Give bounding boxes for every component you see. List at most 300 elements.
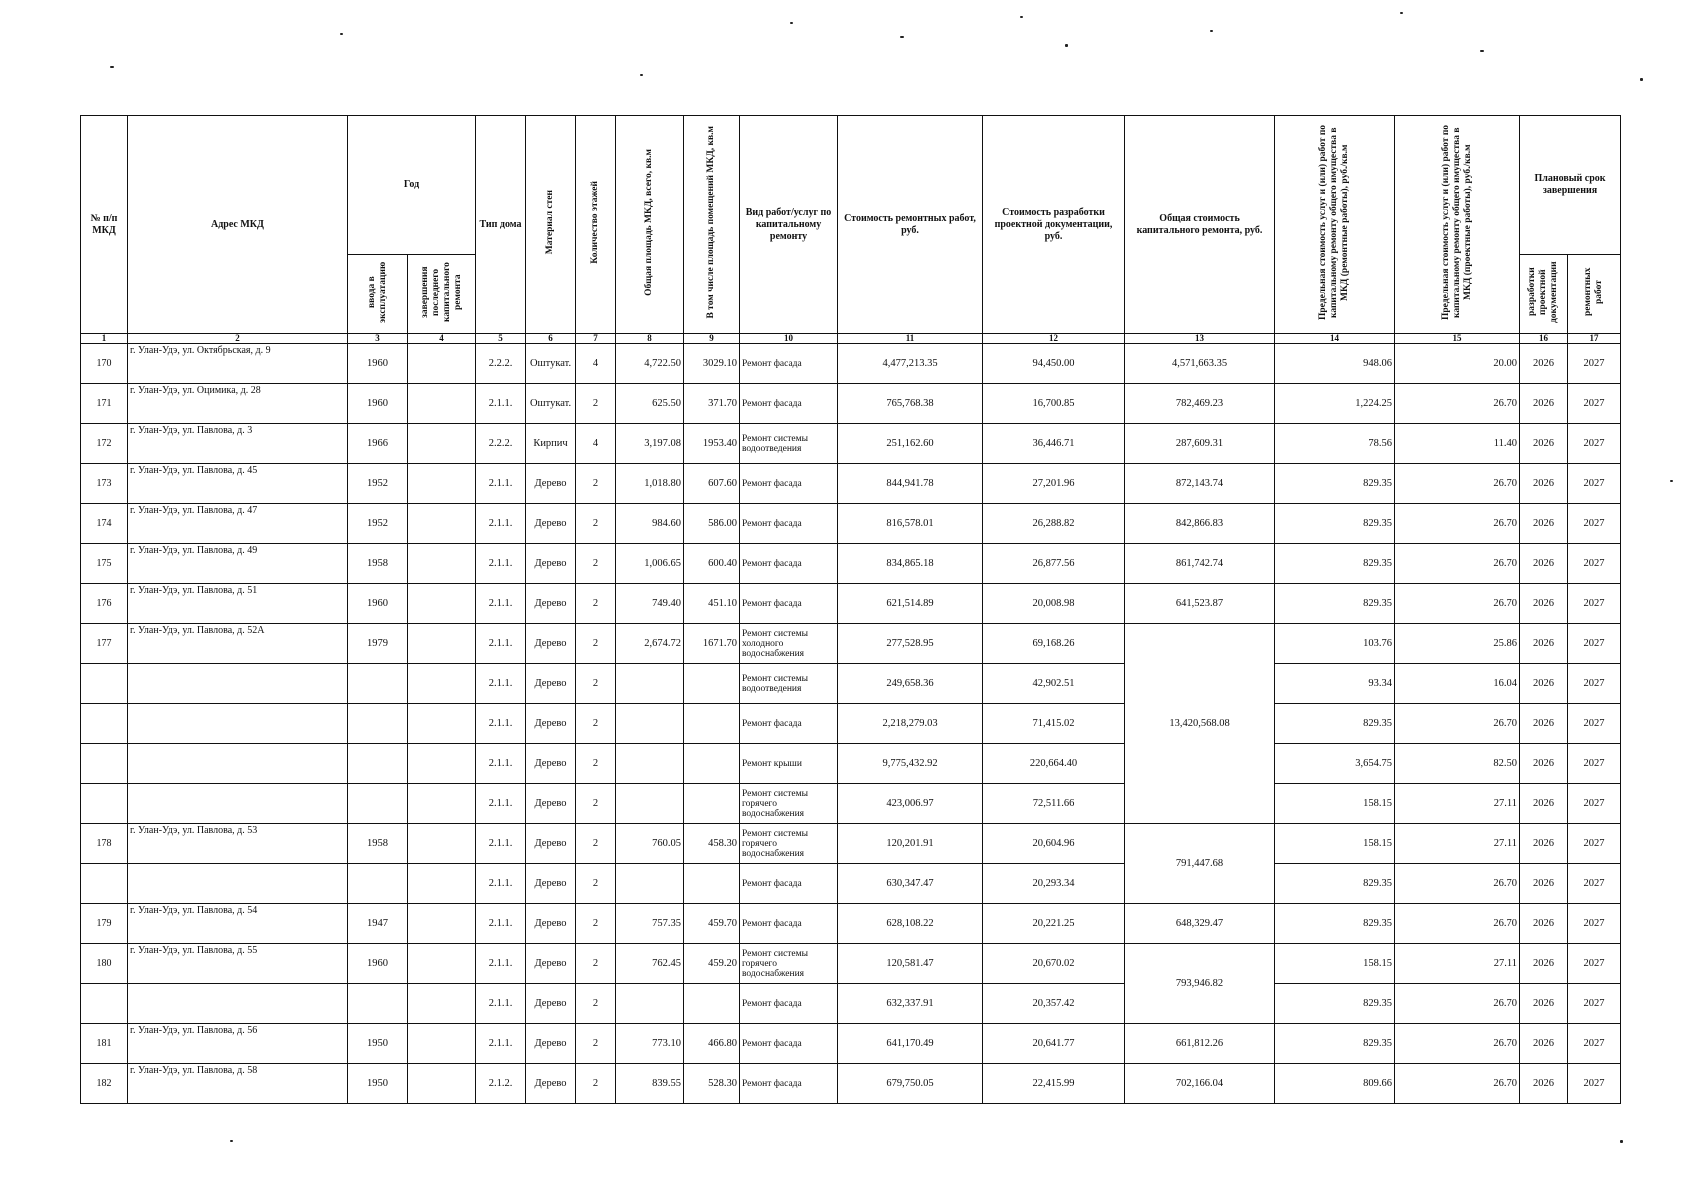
cell-premises-area [684,864,740,904]
cell-house-type: 2.1.1. [476,384,526,424]
cell-wall-material: Дерево [526,504,576,544]
cell-limit-design: 26.70 [1395,544,1520,584]
header-design-cost: Стоимость разработки проектной документации, руб. [983,116,1125,334]
cell-commissioning-year: 1958 [348,824,408,864]
table-row [81,584,1621,624]
cell-work-type: Ремонт фасада [740,584,838,624]
cell-repair-cost: 679,750.05 [838,1064,983,1104]
cell-total-cost: 702,166.04 [1125,1064,1275,1104]
cell-limit-repair: 103.76 [1275,624,1395,664]
header-wall-material: Материал стен [526,116,576,334]
cell-repair-cost: 621,514.89 [838,584,983,624]
cell-limit-design: 26.70 [1395,1024,1520,1064]
cell-house-type: 2.1.1. [476,824,526,864]
cell-floors: 2 [576,1024,616,1064]
cell-work-type: Ремонт системы горячего водоснабжения [740,784,838,824]
cell-premises-area: 451.10 [684,584,740,624]
cell-row-number [81,784,128,824]
header-term-repair: ремонтных работ [1568,255,1621,334]
column-number: 15 [1395,334,1520,344]
cell-term-repair: 2027 [1568,464,1621,504]
cell-last-repair-year [408,664,476,704]
cell-work-type: Ремонт фасада [740,1064,838,1104]
cell-total-area: 4,722.50 [616,344,684,384]
cell-address: г. Улан-Удэ, ул. Павлова, д. 58 [128,1064,348,1104]
cell-total-area [616,784,684,824]
cell-work-type: Ремонт крыши [740,744,838,784]
cell-wall-material: Оштукат. [526,344,576,384]
cell-term-repair: 2027 [1568,984,1621,1024]
cell-repair-cost: 120,201.91 [838,824,983,864]
cell-wall-material: Дерево [526,984,576,1024]
cell-limit-design: 20.00 [1395,344,1520,384]
cell-repair-cost: 632,337.91 [838,984,983,1024]
cell-wall-material: Дерево [526,664,576,704]
cell-term-repair: 2027 [1568,704,1621,744]
table-row [81,784,1621,824]
cell-work-type: Ремонт системы водоотведения [740,664,838,704]
cell-wall-material: Дерево [526,1064,576,1104]
cell-last-repair-year [408,1064,476,1104]
cell-address [128,984,348,1024]
cell-row-number [81,984,128,1024]
cell-design-cost: 20,357.42 [983,984,1125,1024]
cell-total-cost: 861,742.74 [1125,544,1275,584]
cell-house-type: 2.1.1. [476,904,526,944]
header-term-design: разработки проектной документации [1520,255,1568,334]
header-planned-term: Плановый срок завершения [1520,116,1621,255]
cell-premises-area: 459.20 [684,944,740,984]
cell-total-cost: 648,329.47 [1125,904,1275,944]
cell-term-repair: 2027 [1568,344,1621,384]
cell-floors: 2 [576,864,616,904]
cell-commissioning-year: 1958 [348,544,408,584]
cell-premises-area: 586.00 [684,504,740,544]
cell-limit-design: 26.70 [1395,904,1520,944]
cell-premises-area [684,784,740,824]
cell-last-repair-year [408,704,476,744]
header-total-cost: Общая стоимость капитального ремонта, руб. [1125,116,1275,334]
cell-total-area: 749.40 [616,584,684,624]
cell-total-area: 839.55 [616,1064,684,1104]
cell-last-repair-year [408,424,476,464]
column-number: 4 [408,334,476,344]
table-row [81,1064,1621,1104]
cell-repair-cost: 9,775,432.92 [838,744,983,784]
cell-repair-cost: 120,581.47 [838,944,983,984]
cell-address [128,864,348,904]
table-row [81,424,1621,464]
cell-commissioning-year: 1960 [348,584,408,624]
column-number: 11 [838,334,983,344]
cell-house-type: 2.1.1. [476,784,526,824]
cell-address: г. Улан-Удэ, ул. Оцимика, д. 28 [128,384,348,424]
cell-last-repair-year [408,1024,476,1064]
column-number: 10 [740,334,838,344]
cell-house-type: 2.1.1. [476,984,526,1024]
cell-limit-repair: 158.15 [1275,824,1395,864]
cell-limit-design: 26.70 [1395,864,1520,904]
cell-row-number: 178 [81,824,128,864]
cell-limit-design: 27.11 [1395,944,1520,984]
cell-floors: 2 [576,704,616,744]
cell-commissioning-year: 1952 [348,464,408,504]
cell-work-type: Ремонт фасада [740,344,838,384]
cell-total-area: 762.45 [616,944,684,984]
cell-term-design: 2026 [1520,944,1568,984]
cell-address: г. Улан-Удэ, ул. Павлова, д. 56 [128,1024,348,1064]
table-row [81,944,1621,984]
cell-term-repair: 2027 [1568,1024,1621,1064]
cell-floors: 2 [576,944,616,984]
cell-wall-material: Дерево [526,464,576,504]
cell-limit-repair: 78.56 [1275,424,1395,464]
cell-wall-material: Дерево [526,544,576,584]
cell-work-type: Ремонт фасада [740,384,838,424]
cell-floors: 2 [576,664,616,704]
header-work-type: Вид работ/услуг по капитальному ремонту [740,116,838,334]
cell-house-type: 2.1.1. [476,584,526,624]
cell-design-cost: 36,446.71 [983,424,1125,464]
cell-total-area: 3,197.08 [616,424,684,464]
cell-repair-cost: 423,006.97 [838,784,983,824]
table-row [81,464,1621,504]
cell-total-area [616,704,684,744]
cell-commissioning-year: 1950 [348,1064,408,1104]
cell-row-number: 174 [81,504,128,544]
cell-wall-material: Дерево [526,1024,576,1064]
cell-design-cost: 20,670.02 [983,944,1125,984]
cell-premises-area: 1953.40 [684,424,740,464]
cell-row-number: 171 [81,384,128,424]
cell-house-type: 2.1.1. [476,464,526,504]
cell-wall-material: Дерево [526,744,576,784]
cell-premises-area [684,704,740,744]
cell-total-area [616,664,684,704]
cell-total-area: 1,018.80 [616,464,684,504]
cell-address [128,784,348,824]
table-row [81,704,1621,744]
cell-house-type: 2.1.1. [476,504,526,544]
cell-total-cost: 793,946.82 [1125,944,1275,1024]
cell-floors: 4 [576,344,616,384]
cell-repair-cost: 251,162.60 [838,424,983,464]
cell-term-repair: 2027 [1568,504,1621,544]
cell-premises-area: 371.70 [684,384,740,424]
cell-commissioning-year: 1960 [348,344,408,384]
cell-floors: 2 [576,744,616,784]
cell-limit-design: 26.70 [1395,504,1520,544]
cell-commissioning-year [348,784,408,824]
table-row [81,1024,1621,1064]
cell-design-cost: 20,604.96 [983,824,1125,864]
cell-last-repair-year [408,864,476,904]
cell-work-type: Ремонт системы холодного водоснабжения [740,624,838,664]
cell-term-repair: 2027 [1568,824,1621,864]
cell-house-type: 2.1.1. [476,624,526,664]
cell-limit-design: 26.70 [1395,584,1520,624]
cell-design-cost: 72,511.66 [983,784,1125,824]
cell-total-area [616,864,684,904]
cell-limit-repair: 829.35 [1275,584,1395,624]
column-number: 1 [81,334,128,344]
cell-floors: 2 [576,1064,616,1104]
cell-wall-material: Дерево [526,704,576,744]
cell-total-area: 760.05 [616,824,684,864]
cell-commissioning-year: 1960 [348,944,408,984]
cell-house-type: 2.1.2. [476,1064,526,1104]
cell-limit-repair: 93.34 [1275,664,1395,704]
cell-term-repair: 2027 [1568,624,1621,664]
cell-row-number: 175 [81,544,128,584]
cell-design-cost: 22,415.99 [983,1064,1125,1104]
cell-house-type: 2.1.1. [476,744,526,784]
cell-address: г. Улан-Удэ, ул. Павлова, д. 3 [128,424,348,464]
cell-house-type: 2.1.1. [476,664,526,704]
cell-term-repair: 2027 [1568,664,1621,704]
cell-last-repair-year [408,824,476,864]
cell-floors: 2 [576,904,616,944]
cell-address: г. Улан-Удэ, ул. Павлова, д. 52А [128,624,348,664]
cell-total-area [616,744,684,784]
cell-address [128,744,348,784]
cell-limit-design: 26.70 [1395,1064,1520,1104]
cell-repair-cost: 765,768.38 [838,384,983,424]
cell-house-type: 2.1.1. [476,704,526,744]
cell-row-number: 181 [81,1024,128,1064]
header-year: Год [348,116,476,255]
table-row [81,624,1621,664]
header-repair-cost: Стоимость ремонтных работ, руб. [838,116,983,334]
cell-house-type: 2.2.2. [476,424,526,464]
column-number-row [81,334,1621,344]
column-number: 5 [476,334,526,344]
cell-work-type: Ремонт фасада [740,544,838,584]
cell-row-number: 177 [81,624,128,664]
cell-commissioning-year [348,864,408,904]
table-body [81,344,1621,1104]
cell-term-design: 2026 [1520,424,1568,464]
cell-commissioning-year: 1947 [348,904,408,944]
cell-row-number: 180 [81,944,128,984]
cell-limit-design: 11.40 [1395,424,1520,464]
cell-total-cost: 791,447.68 [1125,824,1275,904]
column-number: 3 [348,334,408,344]
cell-address: г. Улан-Удэ, ул. Павлова, д. 53 [128,824,348,864]
cell-limit-repair: 829.35 [1275,704,1395,744]
cell-term-design: 2026 [1520,1064,1568,1104]
table-row [81,664,1621,704]
cell-address: г. Улан-Удэ, ул. Павлова, д. 45 [128,464,348,504]
cell-limit-design: 26.70 [1395,704,1520,744]
cell-design-cost: 42,902.51 [983,664,1125,704]
header-last-repair-year: завершения последнего капитального ремонта [408,255,476,334]
cell-term-repair: 2027 [1568,544,1621,584]
cell-work-type: Ремонт фасада [740,704,838,744]
cell-premises-area [684,664,740,704]
table-row [81,824,1621,864]
cell-premises-area: 466.80 [684,1024,740,1064]
cell-limit-repair: 809.66 [1275,1064,1395,1104]
cell-design-cost: 71,415.02 [983,704,1125,744]
cell-limit-design: 27.11 [1395,784,1520,824]
cell-term-design: 2026 [1520,704,1568,744]
cell-term-design: 2026 [1520,1024,1568,1064]
header-floors: Количество этажей [576,116,616,334]
cell-last-repair-year [408,464,476,504]
cell-work-type: Ремонт фасада [740,864,838,904]
cell-limit-repair: 948.06 [1275,344,1395,384]
cell-limit-repair: 829.35 [1275,864,1395,904]
table-row [81,544,1621,584]
column-number: 16 [1520,334,1568,344]
column-number: 7 [576,334,616,344]
header-premises-area: В том числе площадь помещений МКД, кв.м [684,116,740,334]
cell-repair-cost: 628,108.22 [838,904,983,944]
cell-term-repair: 2027 [1568,384,1621,424]
table-row [81,744,1621,784]
cell-limit-repair: 829.35 [1275,464,1395,504]
table-row [81,504,1621,544]
cell-total-area: 1,006.65 [616,544,684,584]
header-row-1 [81,116,1621,255]
cell-row-number [81,864,128,904]
cell-wall-material: Оштукат. [526,384,576,424]
cell-address: г. Улан-Удэ, ул. Павлова, д. 47 [128,504,348,544]
cell-commissioning-year: 1950 [348,1024,408,1064]
cell-term-design: 2026 [1520,864,1568,904]
cell-repair-cost: 2,218,279.03 [838,704,983,744]
cell-last-repair-year [408,344,476,384]
cell-wall-material: Дерево [526,864,576,904]
header-limit-repair: Предельная стоимость услуг и (или) работ по капитальному ремонту общего имущества в МКД (ремонтные работы), руб./кв.м [1275,116,1395,334]
column-number: 12 [983,334,1125,344]
cell-commissioning-year: 1952 [348,504,408,544]
cell-floors: 2 [576,504,616,544]
column-number: 8 [616,334,684,344]
cell-commissioning-year: 1960 [348,384,408,424]
cell-design-cost: 27,201.96 [983,464,1125,504]
cell-floors: 2 [576,464,616,504]
cell-last-repair-year [408,544,476,584]
cell-repair-cost: 641,170.49 [838,1024,983,1064]
cell-wall-material: Дерево [526,784,576,824]
header-num: № п/п МКД [81,116,128,334]
cell-term-design: 2026 [1520,744,1568,784]
cell-design-cost: 220,664.40 [983,744,1125,784]
cell-total-area: 984.60 [616,504,684,544]
cell-work-type: Ремонт фасада [740,504,838,544]
cell-total-cost: 4,571,663.35 [1125,344,1275,384]
cell-wall-material: Кирпич [526,424,576,464]
cell-floors: 2 [576,824,616,864]
cell-design-cost: 26,288.82 [983,504,1125,544]
cell-design-cost: 26,877.56 [983,544,1125,584]
cell-limit-repair: 829.35 [1275,904,1395,944]
column-number: 13 [1125,334,1275,344]
cell-premises-area: 600.40 [684,544,740,584]
cell-address [128,664,348,704]
cell-term-design: 2026 [1520,504,1568,544]
cell-limit-design: 26.70 [1395,384,1520,424]
cell-wall-material: Дерево [526,824,576,864]
cell-row-number [81,664,128,704]
cell-limit-repair: 158.15 [1275,784,1395,824]
cell-total-cost: 661,812.26 [1125,1024,1275,1064]
cell-limit-design: 82.50 [1395,744,1520,784]
column-number: 9 [684,334,740,344]
cell-floors: 4 [576,424,616,464]
cell-repair-cost: 630,347.47 [838,864,983,904]
cell-premises-area: 3029.10 [684,344,740,384]
column-number: 14 [1275,334,1395,344]
cell-limit-repair: 829.35 [1275,1024,1395,1064]
cell-term-design: 2026 [1520,624,1568,664]
header-limit-design: Предельная стоимость услуг и (или) работ по капитальному ремонту общего имущества в МКД (проектные работы), руб./кв.м [1395,116,1520,334]
cell-floors: 2 [576,584,616,624]
cell-design-cost: 20,293.34 [983,864,1125,904]
cell-limit-design: 26.70 [1395,984,1520,1024]
cell-repair-cost: 249,658.36 [838,664,983,704]
cell-term-design: 2026 [1520,584,1568,624]
table-row [81,984,1621,1024]
cell-floors: 2 [576,784,616,824]
cell-house-type: 2.1.1. [476,544,526,584]
cell-term-design: 2026 [1520,824,1568,864]
cell-row-number: 179 [81,904,128,944]
cell-term-design: 2026 [1520,984,1568,1024]
cell-total-cost: 13,420,568.08 [1125,624,1275,824]
cell-term-design: 2026 [1520,664,1568,704]
cell-last-repair-year [408,904,476,944]
cell-address: г. Улан-Удэ, ул. Павлова, д. 55 [128,944,348,984]
cell-repair-cost: 277,528.95 [838,624,983,664]
cell-premises-area [684,984,740,1024]
cell-last-repair-year [408,384,476,424]
cell-commissioning-year [348,664,408,704]
cell-work-type: Ремонт фасада [740,1024,838,1064]
cell-total-cost: 782,469.23 [1125,384,1275,424]
column-number: 6 [526,334,576,344]
cell-total-area: 2,674.72 [616,624,684,664]
cell-last-repair-year [408,944,476,984]
cell-premises-area: 607.60 [684,464,740,504]
cell-limit-repair: 829.35 [1275,504,1395,544]
cell-row-number [81,744,128,784]
cell-premises-area: 459.70 [684,904,740,944]
cell-term-repair: 2027 [1568,784,1621,824]
cell-design-cost: 16,700.85 [983,384,1125,424]
cell-last-repair-year [408,504,476,544]
cell-premises-area [684,744,740,784]
cell-work-type: Ремонт фасада [740,904,838,944]
cell-premises-area: 458.30 [684,824,740,864]
cell-last-repair-year [408,984,476,1024]
cell-total-area [616,984,684,1024]
cell-term-repair: 2027 [1568,904,1621,944]
cell-term-repair: 2027 [1568,864,1621,904]
cell-commissioning-year: 1979 [348,624,408,664]
cell-floors: 2 [576,544,616,584]
cell-total-area: 625.50 [616,384,684,424]
cell-design-cost: 20,008.98 [983,584,1125,624]
cell-last-repair-year [408,744,476,784]
cell-house-type: 2.2.2. [476,344,526,384]
cell-repair-cost: 4,477,213.35 [838,344,983,384]
cell-work-type: Ремонт фасада [740,464,838,504]
table-row [81,384,1621,424]
cell-house-type: 2.1.1. [476,944,526,984]
